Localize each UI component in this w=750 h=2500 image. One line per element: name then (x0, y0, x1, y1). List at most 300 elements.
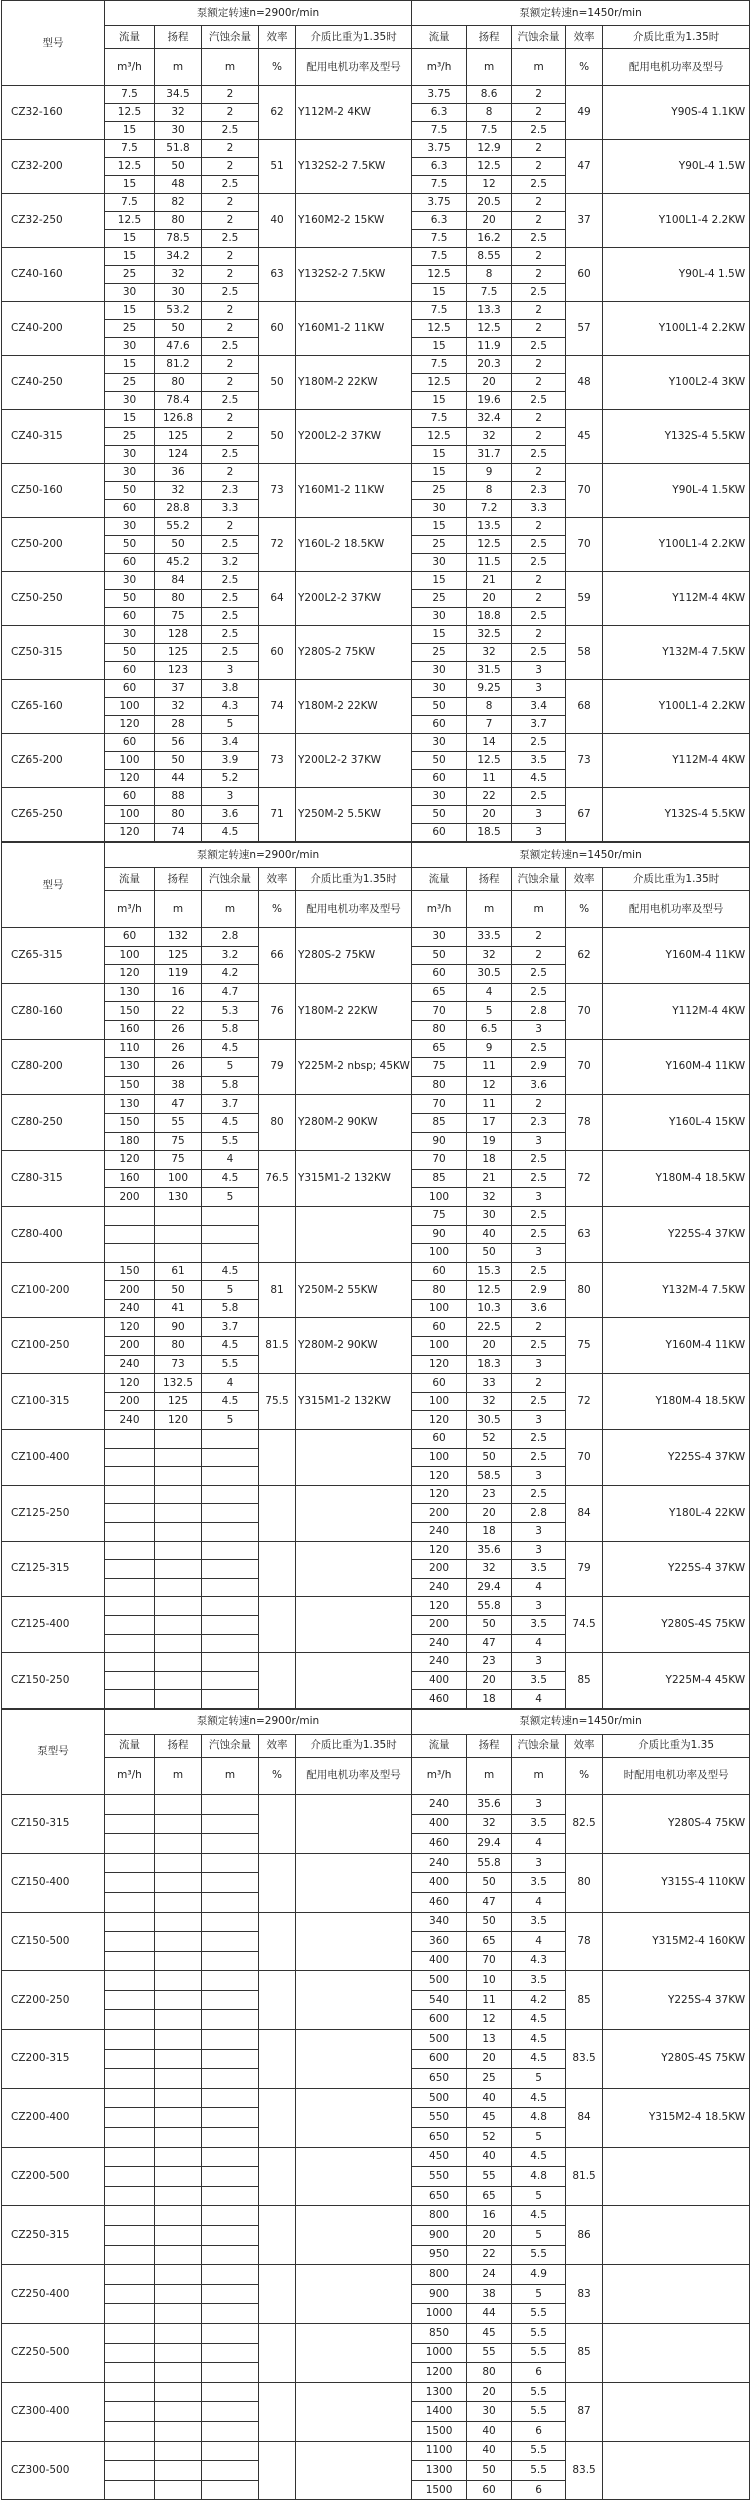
npsh-2900 (202, 2245, 259, 2265)
head-1450: 7.2 (467, 500, 512, 518)
npsh-2900: 3 (202, 662, 259, 680)
flow-1450: 3.75 (412, 86, 467, 104)
motor-2900: Y200L2-2 37KW (296, 410, 412, 464)
flow-2900 (105, 1578, 155, 1597)
head-header: 扬程 (155, 26, 202, 49)
npsh-2900 (202, 2226, 259, 2246)
npsh-1450: 3 (512, 1355, 566, 1374)
head-2900 (155, 1206, 202, 1225)
npsh-2900: 5.5 (202, 1132, 259, 1151)
head-2900 (155, 2049, 202, 2069)
flow-header: 流量 (412, 26, 467, 49)
npsh-1450: 2.5 (512, 1430, 566, 1449)
flow-2900: 12.5 (105, 212, 155, 230)
head-2900 (155, 1448, 202, 1467)
motor-2900 (296, 2147, 412, 2206)
flow-1450: 550 (412, 2108, 467, 2128)
npsh-2900: 2 (202, 320, 259, 338)
motor-1450: Y90L-4 1.5KW (603, 464, 750, 518)
flow-2900 (105, 1634, 155, 1653)
head-2900 (155, 1504, 202, 1523)
npsh-2900: 5.2 (202, 770, 259, 788)
efficiency-2900 (259, 2441, 296, 2500)
model-header: 型号 (2, 843, 105, 928)
flow-2900: 7.5 (105, 140, 155, 158)
npsh-1450: 3.3 (512, 500, 566, 518)
head-1450: 30.5 (467, 965, 512, 984)
head-1450: 24 (467, 2265, 512, 2285)
efficiency-1450: 63 (566, 1206, 603, 1262)
npsh-1450: 2 (512, 194, 566, 212)
flow-2900 (105, 1504, 155, 1523)
head-2900 (155, 2030, 202, 2050)
npsh-1450: 5 (512, 2284, 566, 2304)
npsh-2900 (202, 2402, 259, 2422)
flow-1450: 1000 (412, 2304, 467, 2324)
npsh-1450: 3.6 (512, 1299, 566, 1318)
npsh-1450: 2.5 (512, 983, 566, 1002)
flow-1450: 6.3 (412, 158, 467, 176)
flow-1450: 15 (412, 446, 467, 464)
flow-2900 (105, 1467, 155, 1486)
head-2900: 81.2 (155, 356, 202, 374)
head-1450: 20.5 (467, 194, 512, 212)
flow-2900 (105, 1597, 155, 1616)
flow-1450: 100 (412, 1188, 467, 1207)
efficiency-1450: 87 (566, 2382, 603, 2441)
npsh-2900: 2 (202, 86, 259, 104)
npsh-2900 (202, 2480, 259, 2500)
table-row (2, 140, 750, 158)
head-1450: 5 (467, 1002, 512, 1021)
flow-1450: 30 (412, 500, 467, 518)
npsh-1450: 3.5 (512, 1912, 566, 1932)
head-1450: 22.5 (467, 1318, 512, 1337)
flow-1450: 120 (412, 1467, 467, 1486)
pump-model-name: CZ100-315 (2, 1374, 105, 1430)
flow-1450: 90 (412, 1225, 467, 1244)
flow-2900: 30 (105, 338, 155, 356)
pump-model-name: CZ150-400 (2, 1853, 105, 1912)
head-2900: 53.2 (155, 302, 202, 320)
flow-1450: 60 (412, 824, 467, 842)
efficiency-2900 (259, 1430, 296, 1486)
head-1450: 60 (467, 2480, 512, 2500)
npsh-2900: 2 (202, 374, 259, 392)
flow-1450: 30 (412, 554, 467, 572)
head-2900: 125 (155, 644, 202, 662)
head-2900 (155, 1814, 202, 1834)
head-1450: 30.5 (467, 1411, 512, 1430)
table-row (2, 2030, 750, 2050)
flow-1450: 950 (412, 2245, 467, 2265)
npsh-2900 (202, 1912, 259, 1932)
efficiency-1450: 70 (566, 1430, 603, 1486)
flow-1450: 120 (412, 1411, 467, 1430)
npsh-2900: 5.8 (202, 1299, 259, 1318)
head-1450: 12 (467, 2010, 512, 2030)
efficiency-2900 (259, 2088, 296, 2147)
head-1450: 7.5 (467, 284, 512, 302)
flow-2900 (105, 1814, 155, 1834)
npsh-2900: 4.5 (202, 1262, 259, 1281)
unit-efficiency: % (259, 49, 296, 86)
npsh-1450: 4.9 (512, 2265, 566, 2285)
motor-label: 时配用电机功率及型号 (603, 1757, 750, 1794)
head-2900: 26 (155, 1058, 202, 1077)
npsh-1450: 4.5 (512, 2206, 566, 2226)
flow-1450: 12.5 (412, 374, 467, 392)
unit-npsh: m (512, 891, 566, 928)
head-1450: 35.6 (467, 1541, 512, 1560)
motor-1450: Y225S-4 37KW (603, 1971, 750, 2030)
head-1450: 50 (467, 1448, 512, 1467)
npsh-1450: 4.2 (512, 1990, 566, 2010)
efficiency-2900 (259, 1485, 296, 1541)
npsh-1450: 2.9 (512, 1058, 566, 1077)
motor-2900: Y180M-2 22KW (296, 356, 412, 410)
npsh-1450: 3.7 (512, 716, 566, 734)
npsh-2900 (202, 1430, 259, 1449)
head-1450: 18 (467, 1151, 512, 1170)
head-1450: 55 (467, 2167, 512, 2187)
flow-2900: 7.5 (105, 86, 155, 104)
npsh-1450: 6 (512, 2363, 566, 2383)
flow-1450: 6.3 (412, 104, 467, 122)
head-2900 (155, 2010, 202, 2030)
npsh-1450: 2.5 (512, 284, 566, 302)
npsh-1450: 2 (512, 626, 566, 644)
head-1450: 8 (467, 266, 512, 284)
head-1450: 9 (467, 464, 512, 482)
efficiency-1450: 82.5 (566, 1794, 603, 1853)
head-2900: 22 (155, 1002, 202, 1021)
head-header: 扬程 (467, 1734, 512, 1757)
head-1450: 11.5 (467, 554, 512, 572)
head-1450: 29.4 (467, 1578, 512, 1597)
npsh-1450: 2 (512, 928, 566, 947)
motor-label: 配用电机功率及型号 (296, 49, 412, 86)
npsh-1450: 3.6 (512, 1076, 566, 1095)
flow-2900: 12.5 (105, 104, 155, 122)
head-2900: 32 (155, 104, 202, 122)
head-2900: 16 (155, 983, 202, 1002)
npsh-2900: 2.8 (202, 928, 259, 947)
pump-model-name: CZ65-250 (2, 788, 105, 842)
flow-2900: 150 (105, 1113, 155, 1132)
flow-2900 (105, 2128, 155, 2148)
flow-1450: 25 (412, 590, 467, 608)
flow-1450: 1100 (412, 2441, 467, 2461)
npsh-2900 (202, 1578, 259, 1597)
flow-2900 (105, 2049, 155, 2069)
head-1450: 20 (467, 2049, 512, 2069)
npsh-1450: 2.5 (512, 1485, 566, 1504)
head-1450: 40 (467, 2147, 512, 2167)
npsh-1450: 3 (512, 1411, 566, 1430)
efficiency-2900: 71 (259, 788, 296, 842)
npsh-2900: 5 (202, 716, 259, 734)
npsh-2900: 2 (202, 518, 259, 536)
head-2900 (155, 2265, 202, 2285)
efficiency-2900: 73 (259, 464, 296, 518)
head-1450: 10 (467, 1971, 512, 1991)
npsh-2900 (202, 2069, 259, 2089)
motor-1450: Y280S-4S 75KW (603, 2030, 750, 2089)
npsh-1450: 2.9 (512, 1281, 566, 1300)
model-header: 泵型号 (2, 1709, 105, 1794)
npsh-1450: 2.5 (512, 122, 566, 140)
npsh-1450: 2 (512, 158, 566, 176)
head-1450: 4 (467, 983, 512, 1002)
flow-1450: 15 (412, 518, 467, 536)
efficiency-2900 (259, 1853, 296, 1912)
head-1450: 16.2 (467, 230, 512, 248)
head-2900 (155, 2128, 202, 2148)
motor-note-header: 介质比重为1.35时 (296, 1734, 412, 1757)
npsh-2900: 3.4 (202, 734, 259, 752)
npsh-1450: 2 (512, 464, 566, 482)
npsh-1450: 6 (512, 2480, 566, 2500)
head-1450: 11 (467, 1058, 512, 1077)
efficiency-2900: 76.5 (259, 1151, 296, 1207)
npsh-1450: 3 (512, 1597, 566, 1616)
flow-1450: 400 (412, 1873, 467, 1893)
efficiency-header: 效率 (566, 868, 603, 891)
flow-2900 (105, 1225, 155, 1244)
npsh-2900 (202, 1853, 259, 1873)
npsh-2900: 2.5 (202, 608, 259, 626)
head-2900 (155, 1794, 202, 1814)
npsh-2900 (202, 1814, 259, 1834)
efficiency-1450: 48 (566, 356, 603, 410)
flow-2900 (105, 1485, 155, 1504)
motor-1450: Y180L-4 22KW (603, 1485, 750, 1541)
head-1450: 12 (467, 1076, 512, 1095)
motor-1450 (603, 2323, 750, 2382)
head-1450: 65 (467, 2186, 512, 2206)
npsh-2900: 2.5 (202, 590, 259, 608)
motor-2900 (296, 1485, 412, 1541)
motor-1450: Y180M-4 18.5KW (603, 1374, 750, 1430)
motor-2900 (296, 1541, 412, 1597)
head-2900 (155, 2323, 202, 2343)
unit-flow: m³/h (105, 891, 155, 928)
flow-2900: 160 (105, 1020, 155, 1039)
head-2900 (155, 1541, 202, 1560)
npsh-1450: 3 (512, 806, 566, 824)
npsh-2900 (202, 2108, 259, 2128)
flow-1450: 7.5 (412, 410, 467, 428)
pump-model-name: CZ65-315 (2, 928, 105, 984)
head-2900 (155, 2363, 202, 2383)
motor-1450: Y280S-4 75KW (603, 1794, 750, 1853)
npsh-1450: 4 (512, 1690, 566, 1709)
flow-1450: 460 (412, 1834, 467, 1854)
motor-1450 (603, 2147, 750, 2206)
npsh-2900 (202, 2304, 259, 2324)
table-row (2, 1151, 750, 1170)
head-2900 (155, 1671, 202, 1690)
head-1450: 40 (467, 2088, 512, 2108)
head-2900 (155, 2343, 202, 2363)
flow-2900: 15 (105, 230, 155, 248)
npsh-2900: 2.5 (202, 176, 259, 194)
head-1450: 55.8 (467, 1597, 512, 1616)
unit-efficiency: % (566, 1757, 603, 1794)
flow-2900 (105, 1523, 155, 1542)
npsh-2900 (202, 1504, 259, 1523)
npsh-2900: 4.5 (202, 824, 259, 842)
npsh-2900 (202, 1834, 259, 1854)
head-1450: 6.5 (467, 1020, 512, 1039)
unit-npsh: m (512, 49, 566, 86)
pump-model-name: CZ150-315 (2, 1794, 105, 1853)
efficiency-2900 (259, 2206, 296, 2265)
motor-2900 (296, 1653, 412, 1709)
npsh-2900: 2 (202, 464, 259, 482)
npsh-1450: 3 (512, 1523, 566, 1542)
unit-efficiency: % (259, 891, 296, 928)
motor-2900 (296, 2030, 412, 2089)
flow-1450: 360 (412, 1932, 467, 1952)
efficiency-1450: 79 (566, 1541, 603, 1597)
npsh-1450: 5.5 (512, 2304, 566, 2324)
efficiency-1450: 83.5 (566, 2030, 603, 2089)
flow-1450: 120 (412, 1355, 467, 1374)
head-2900: 128 (155, 626, 202, 644)
head-header: 扬程 (155, 868, 202, 891)
table-row (2, 1374, 750, 1393)
efficiency-header: 效率 (566, 1734, 603, 1757)
head-1450: 50 (467, 1912, 512, 1932)
flow-1450: 850 (412, 2323, 467, 2343)
head-1450: 12.5 (467, 536, 512, 554)
npsh-2900: 2.5 (202, 536, 259, 554)
npsh-2900 (202, 2010, 259, 2030)
npsh-1450: 2.3 (512, 482, 566, 500)
flow-2900: 240 (105, 1411, 155, 1430)
flow-2900: 15 (105, 302, 155, 320)
npsh-header: 汽蚀余量 (512, 26, 566, 49)
npsh-2900: 4.5 (202, 1169, 259, 1188)
head-2900 (155, 1244, 202, 1263)
flow-1450: 100 (412, 1448, 467, 1467)
head-1450: 18.3 (467, 1355, 512, 1374)
flow-2900: 60 (105, 500, 155, 518)
table-row (2, 1318, 750, 1337)
head-1450: 32 (467, 428, 512, 446)
flow-1450: 60 (412, 1374, 467, 1393)
head-2900: 80 (155, 212, 202, 230)
flow-2900: 110 (105, 1039, 155, 1058)
npsh-2900 (202, 1206, 259, 1225)
efficiency-2900 (259, 1794, 296, 1853)
flow-2900: 30 (105, 518, 155, 536)
table-row (2, 983, 750, 1002)
npsh-2900 (202, 1892, 259, 1912)
npsh-1450: 2 (512, 374, 566, 392)
npsh-1450: 3 (512, 1794, 566, 1814)
head-2900: 47 (155, 1095, 202, 1114)
head-1450: 20 (467, 212, 512, 230)
head-2900: 36 (155, 464, 202, 482)
motor-1450: Y160L-4 15KW (603, 1095, 750, 1151)
efficiency-1450: 73 (566, 734, 603, 788)
flow-2900: 50 (105, 536, 155, 554)
pump-model-name: CZ125-315 (2, 1541, 105, 1597)
flow-1450: 15 (412, 626, 467, 644)
pump-model-name: CZ50-160 (2, 464, 105, 518)
flow-2900 (105, 1615, 155, 1634)
flow-2900 (105, 1653, 155, 1672)
efficiency-2900 (259, 1541, 296, 1597)
flow-1450: 30 (412, 928, 467, 947)
head-1450: 20 (467, 1504, 512, 1523)
npsh-1450: 2 (512, 590, 566, 608)
npsh-2900: 2.5 (202, 572, 259, 590)
npsh-1450: 4.5 (512, 2030, 566, 2050)
flow-1450: 6.3 (412, 212, 467, 230)
efficiency-2900 (259, 2382, 296, 2441)
head-2900: 119 (155, 965, 202, 984)
head-2900 (155, 2245, 202, 2265)
flow-header: 流量 (105, 868, 155, 891)
head-1450: 12 (467, 176, 512, 194)
head-2900: 45.2 (155, 554, 202, 572)
npsh-2900 (202, 1951, 259, 1971)
head-2900: 51.8 (155, 140, 202, 158)
efficiency-1450: 86 (566, 2206, 603, 2265)
table-row (2, 1095, 750, 1114)
efficiency-1450: 80 (566, 1853, 603, 1912)
npsh-1450: 4 (512, 1932, 566, 1952)
npsh-2900: 4.2 (202, 965, 259, 984)
flow-2900: 30 (105, 392, 155, 410)
motor-2900: Y250M-2 5.5KW (296, 788, 412, 842)
efficiency-header: 效率 (566, 26, 603, 49)
efficiency-2900: 81 (259, 1262, 296, 1318)
flow-2900: 60 (105, 788, 155, 806)
head-1450: 14 (467, 734, 512, 752)
head-2900 (155, 1578, 202, 1597)
flow-2900 (105, 1690, 155, 1709)
npsh-1450: 3 (512, 824, 566, 842)
table-row (2, 1262, 750, 1281)
npsh-2900: 2 (202, 104, 259, 122)
flow-1450: 7.5 (412, 176, 467, 194)
efficiency-1450: 85 (566, 1971, 603, 2030)
npsh-1450: 3 (512, 1188, 566, 1207)
motor-1450: Y132M-4 7.5KW (603, 1262, 750, 1318)
flow-1450: 240 (412, 1653, 467, 1672)
flow-1450: 30 (412, 608, 467, 626)
npsh-2900 (202, 2363, 259, 2383)
head-2900 (155, 1990, 202, 2010)
npsh-1450: 3 (512, 1467, 566, 1486)
efficiency-2900 (259, 1597, 296, 1653)
npsh-2900 (202, 2382, 259, 2402)
flow-2900 (105, 2461, 155, 2481)
pump-model-name: CZ200-250 (2, 1971, 105, 2030)
head-1450: 35.6 (467, 1794, 512, 1814)
flow-2900 (105, 1892, 155, 1912)
npsh-2900: 2 (202, 356, 259, 374)
motor-note-header: 介质比重为1.35 (603, 1734, 750, 1757)
npsh-2900: 3.9 (202, 752, 259, 770)
head-2900: 125 (155, 428, 202, 446)
head-2900 (155, 2147, 202, 2167)
